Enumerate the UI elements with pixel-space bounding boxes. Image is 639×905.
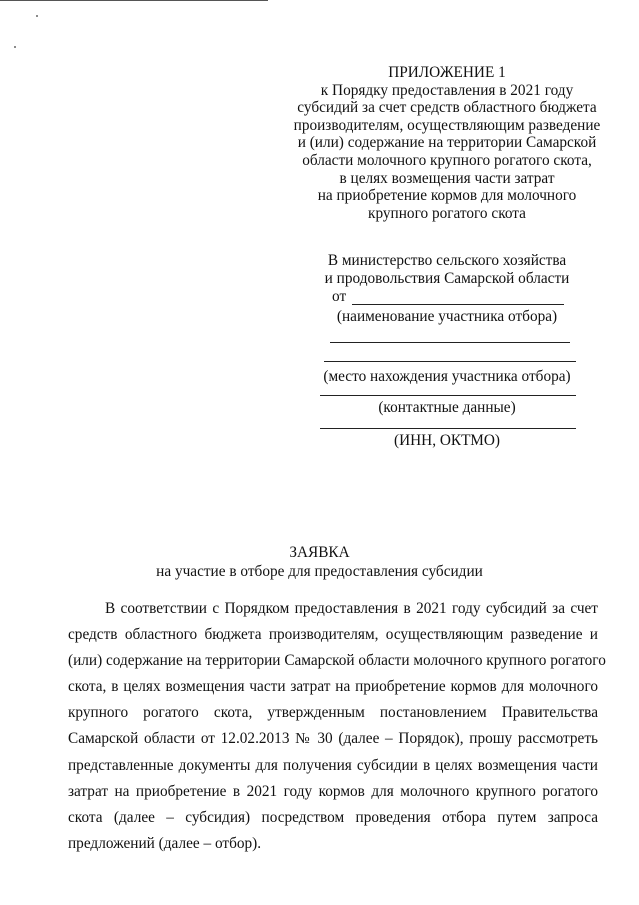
title-main: ЗАЯВКА bbox=[289, 544, 350, 561]
body-line: (или) содержание на территории Самарской области молочного крупного рогатого bbox=[68, 652, 606, 670]
appendix-line: на приобретение кормов для молочного bbox=[317, 187, 577, 205]
body-line: средств областного бюджета производителям, осуществляющим разведение и bbox=[68, 626, 598, 644]
participant-name-caption: (наименование участника отбора) bbox=[336, 308, 558, 325]
body-line: предложений (далее – отбор). bbox=[68, 834, 262, 852]
body-line: затрат на приобретение в 2021 году кормов для молочного крупного рогатого bbox=[68, 782, 598, 800]
addressee-line: и продовольствия Самарской области bbox=[324, 270, 570, 287]
appendix-header bbox=[272, 64, 622, 222]
appendix-line: производителям, осуществляющим разведение bbox=[293, 116, 601, 134]
application-title bbox=[0, 543, 639, 581]
participant-inn-blank bbox=[320, 428, 576, 429]
body-line: крупного рогатого скота, утвержденным постановлением Правительства bbox=[68, 704, 598, 722]
body-line: скота, в целях возмещения части затрат на приобретение кормов для молочного bbox=[68, 678, 598, 696]
appendix-line: субсидий за счет средств областного бюджета bbox=[297, 99, 597, 117]
appendix-line: области молочного крупного рогатого скота, bbox=[302, 151, 592, 169]
appendix-heading: ПРИЛОЖЕНИЕ 1 bbox=[388, 64, 506, 81]
participant-location-caption: (место нахождения участника отбора) bbox=[323, 368, 571, 385]
participant-contacts-blank bbox=[320, 395, 576, 396]
body-line: Самарской области от 12.02.2013 № 30 (далее – Порядок), прошу рассмотреть bbox=[68, 730, 598, 748]
from-label: от bbox=[332, 288, 347, 305]
participant-inn-caption: (ИНН, ОКТМО) bbox=[393, 432, 501, 449]
participant-location-blank bbox=[324, 361, 576, 362]
scan-speck bbox=[14, 46, 16, 48]
scan-speck bbox=[36, 15, 38, 17]
participant-contacts-caption: (контактные данные) bbox=[378, 399, 516, 416]
appendix-line: к Порядку предоставления в 2021 году bbox=[320, 81, 574, 99]
addressee-line: В министерство сельского хозяйства bbox=[327, 252, 567, 269]
title-sub: на участие в отборе для предоставления субсидии bbox=[156, 563, 483, 580]
body-line: представленные документы для получения субсидии в целях возмещения части bbox=[68, 756, 598, 774]
scan-top-edge-line bbox=[0, 0, 268, 1]
participant-name-blank-2 bbox=[330, 342, 570, 343]
application-body bbox=[68, 596, 606, 857]
body-line: скота (далее – субсидия) посредством проведения отбора путем запроса bbox=[68, 808, 598, 826]
appendix-line: в целях возмещения части затрат bbox=[339, 169, 555, 187]
body-line: В соответствии с Порядком предоставления в 2021 году субсидий за счет bbox=[105, 600, 598, 617]
participant-name-blank bbox=[352, 304, 564, 305]
appendix-line: и (или) содержание на территории Самарской bbox=[297, 134, 597, 152]
from-row bbox=[318, 288, 576, 306]
appendix-line: крупного рогатого скота bbox=[368, 204, 526, 222]
addressee-block bbox=[318, 252, 576, 450]
